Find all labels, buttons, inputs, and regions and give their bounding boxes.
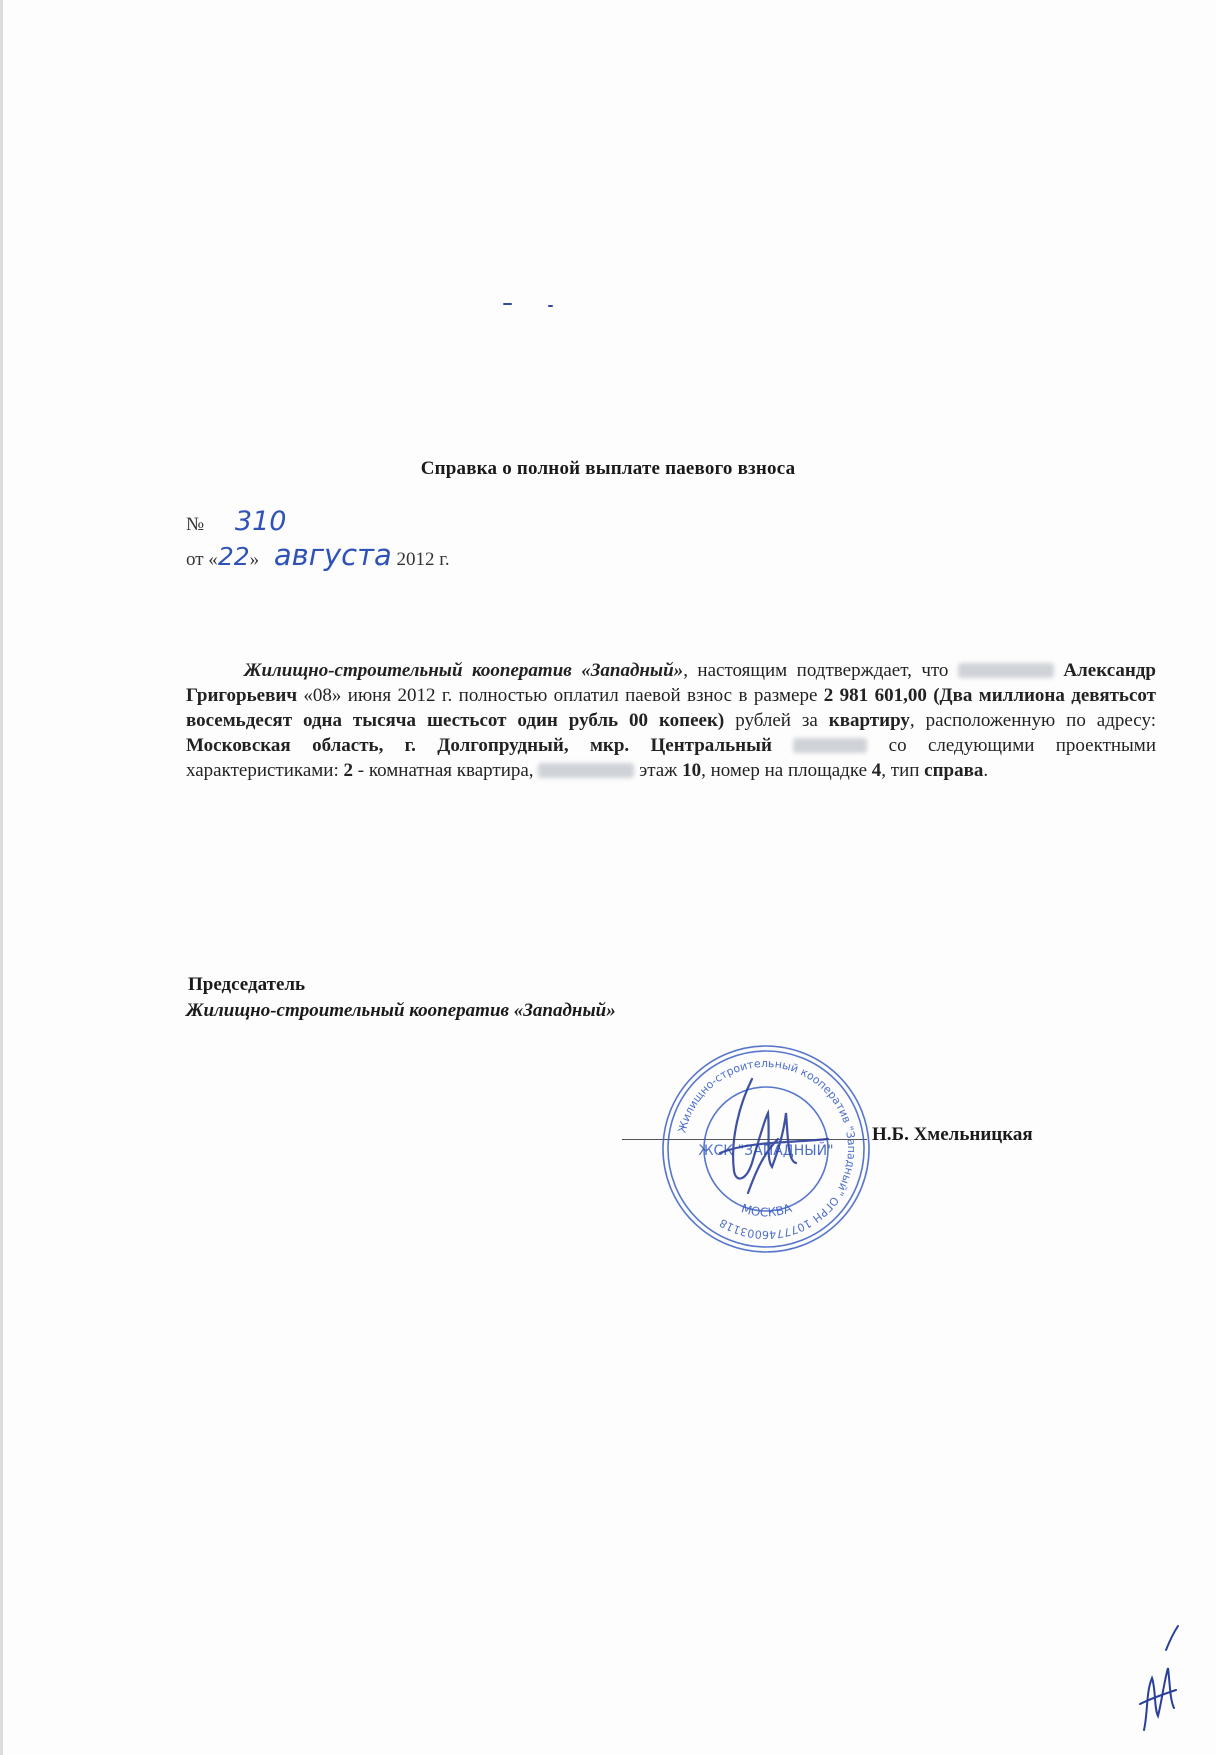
apartment-type: справа	[924, 760, 984, 781]
date-prefix: от «	[186, 549, 218, 570]
signatory-position: Председатель	[188, 974, 306, 995]
redacted-building	[793, 738, 867, 753]
stamp-ring-text: Жилищно-строительный кооператив "Западный" ОГРН 1077746003118	[675, 1056, 859, 1242]
body-text: , номер на площадке	[701, 760, 872, 781]
body-text: .	[983, 760, 989, 781]
document-date-line	[186, 538, 450, 572]
handwritten-signature	[720, 1079, 828, 1193]
rooms-count: 2	[343, 760, 354, 781]
body-text: рублей за	[724, 710, 829, 731]
redacted-surname	[958, 663, 1054, 678]
redacted-section	[538, 763, 634, 778]
organization-stamp	[660, 1043, 872, 1255]
member-name: Александр Григорьевич	[186, 660, 1156, 706]
scan-edge	[0, 0, 3, 1755]
scan-speck	[548, 305, 553, 307]
handwritten-number: 310	[234, 506, 287, 537]
body-text: , настоящим подтверждает, что	[683, 660, 958, 681]
body-text: , тип	[881, 760, 925, 781]
body-text: - комнатная квартира,	[353, 760, 539, 781]
property-address: Московская область, г. Долгопрудный, мкр. Центральный	[186, 735, 772, 756]
body-text: этаж	[634, 760, 683, 781]
floor-number: 10	[682, 760, 702, 781]
scan-speck	[503, 303, 512, 305]
document-title: Справка о полной выплате паевого взноса	[420, 458, 796, 479]
payment-amount: 2 981 601,00 (Два миллиона девятьсот восемьдесят одна тысяча шестьсот один рубль 00 копеек)	[186, 685, 1156, 731]
date-mid: »	[249, 549, 260, 570]
landing-number: 4	[871, 760, 882, 781]
body-text: «08» июня 2012 г. полностью оплатил паевой взнос в размере	[297, 685, 824, 706]
document-number-line	[186, 506, 286, 537]
handwritten-month: августа	[273, 538, 392, 572]
handwritten-day: 22	[217, 542, 250, 571]
signer-name: Н.Б. Хмельницкая	[872, 1124, 1033, 1145]
body-text: , расположенную по адресу:	[909, 710, 1156, 731]
handwritten-initials	[1136, 1620, 1182, 1740]
stamp-center-text: ЖСК "ЗАПАДНЫЙ"	[698, 1143, 834, 1159]
property-object: квартиру	[828, 710, 910, 731]
body-text	[772, 735, 793, 756]
stamp-city-text: МОСКВА	[739, 1200, 794, 1220]
number-label: №	[186, 514, 205, 535]
body-text: со следующими проектными характеристиками:	[186, 735, 1156, 781]
date-year: 2012 г.	[396, 549, 450, 570]
signatory-organization: Жилищно-строительный кооператив «Западный»	[186, 1000, 616, 1021]
org-name: Жилищно-строительный кооператив «Западный»	[244, 660, 684, 681]
certificate-body	[186, 658, 1156, 783]
